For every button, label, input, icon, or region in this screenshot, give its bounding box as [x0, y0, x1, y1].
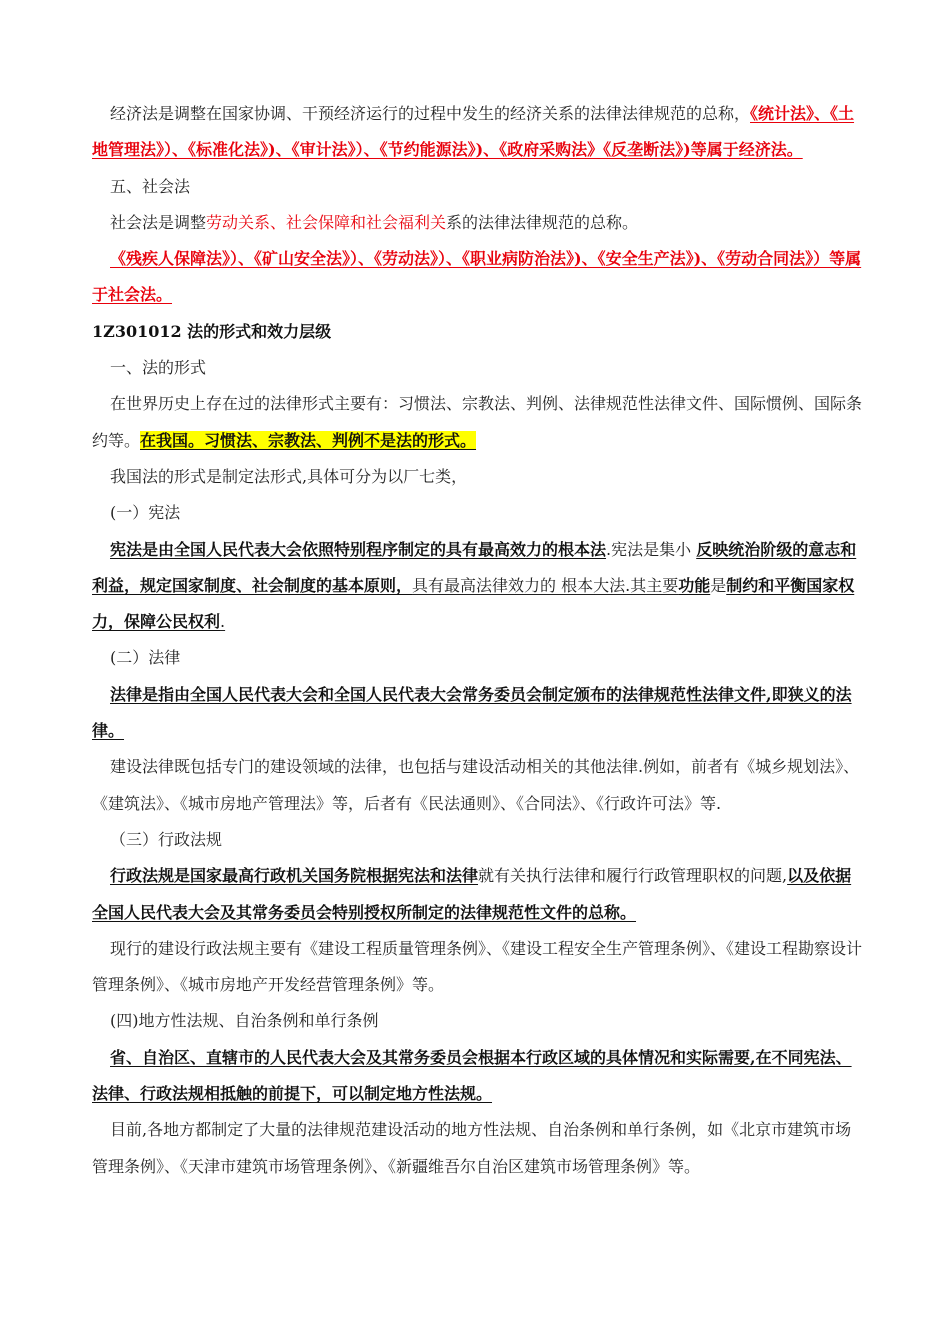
paragraph-law-forms-history — [92, 386, 862, 459]
paragraph-economic-law — [92, 96, 862, 169]
constitution-function-desc: 制约和平衡国家权力，保障公民权利 — [92, 575, 855, 632]
paragraph-admin-regulations — [92, 858, 862, 931]
paragraph-social-law — [92, 205, 862, 241]
law-forms-history-text: 在世界历史上存在过的法律形式主要有：习惯法、宗教法、判例、法律规范性法律文件、国际惯例、国际条约等。 — [92, 394, 863, 450]
law-definition-bold: 法律是指由全国人民代表大会和全国人民代表大会常务委员会制定颁布的法律规范性法律文件,即狭义的法律。 — [92, 684, 852, 741]
heading-local-regulations: (四)地方性法规、自治条例和单行条例 — [110, 1011, 379, 1031]
paragraph-social-law-list — [92, 241, 862, 314]
heading-law: (二）法律 — [110, 648, 181, 668]
constitution-def-bold-2: 反映统治阶级的意志和利益，规定国家制度、社会制度的基本原则， — [92, 539, 857, 595]
constitution-text-a2: 具有最高法律效力的 根本大法.其主要 — [412, 575, 679, 595]
constitution-text-a1: .宪法是集小 — [606, 539, 697, 559]
constitution-text-a3: 是 — [710, 575, 727, 595]
document-page — [92, 96, 862, 1185]
local-regulation-def-bold: 省、自治区、直辖市的人民代表大会及其常务委员会根据本行政区域的具体情况和实际需要,在不同宪法、法律、行政法规相抵触的前提下，可以制定地方性法规。 — [92, 1047, 852, 1104]
social-law-list: 《残疾人保障法》）、《矿山安全法》）、《劳动法》）、《职业病防治法》)、《安全生产法》)、《劳动合同法》）等属于社会法。 — [92, 249, 862, 305]
economic-law-definition: 经济法是调整在国家协调、干预经济运行的过程中发生的经济关系的法律法律规范的总称， — [110, 104, 751, 123]
paragraph-construction-law: 建设法律既包括专门的建设领域的法律，也包括与建设活动相关的其他法律.例如，前者有《城乡规划法》、《建筑法》、《城市房地产管理法》等，后者有《民法通则》、《合同法》、《行政许可法》等. — [92, 757, 860, 813]
paragraph-china-forms: 我国法的形式是制定法形式,具体可分为以厂七类， — [110, 466, 468, 486]
social-law-text-b: 系的法律法律规范的总称。 — [446, 212, 639, 232]
constitution-def-bold: 宪法是由全国人民代表大会依照特别程序制定的具有最高效力的根本法 — [110, 539, 607, 559]
law-forms-highlight: 在我国。习惯法、宗教法、判例不是法的形式。 — [140, 430, 477, 450]
heading-social-law: 五、社会法 — [110, 176, 191, 196]
heading-constitution: (一）宪法 — [110, 503, 181, 523]
paragraph-local-regulations — [92, 1040, 862, 1113]
paragraph-admin-regulations-list: 现行的建设行政法规主要有《建设工程质量管理条例》、《建设工程安全生产管理条例》、《建设工程勘察设计管理条例》、《城市房地产开发经营管理条例》等。 — [92, 938, 863, 995]
social-law-text-a: 社会法是调整 — [110, 212, 207, 232]
paragraph-local-regulations-examples: 目前,各地方都制定了大量的法律规范建设活动的地方性法规、自治条例和单行条例，如《北京市建筑市场管理条例》、《天津市建筑市场管理条例》、《新疆维吾尔自治区建筑市场管理条例》等。 — [92, 1120, 852, 1176]
constitution-function-bold: 功能 — [678, 575, 711, 595]
constitution-text-a4: . — [220, 612, 226, 632]
heading-law-forms: 一、法的形式 — [110, 358, 207, 378]
heading-admin-regulations: （三）行政法规 — [110, 829, 223, 849]
paragraph-law-definition — [92, 677, 862, 750]
section-title: 1Z301012 法的形式和效力层级 — [92, 321, 332, 341]
social-law-highlight: 劳动关系、社会保障和社会福利关 — [206, 212, 447, 232]
economic-law-list: 《统计法》、《土地管理法》）、《标准化法》)、《审计法》）、《节约能源法》)、《政府采购法》《反垄断法》)等属于经济法。 — [92, 104, 855, 160]
paragraph-constitution — [92, 532, 862, 641]
admin-regulation-def-bold-2: 以及依据全国人民代表大会及其常务委员会特别授权所制定的法律规范性文件的总称。 — [92, 866, 852, 922]
admin-regulation-def-bold: 行政法规是国家最高行政机关国务院根据宪法和法律 — [110, 866, 479, 886]
admin-regulation-text: 就有关执行法律和履行行政管理职权的问题, — [478, 866, 788, 886]
